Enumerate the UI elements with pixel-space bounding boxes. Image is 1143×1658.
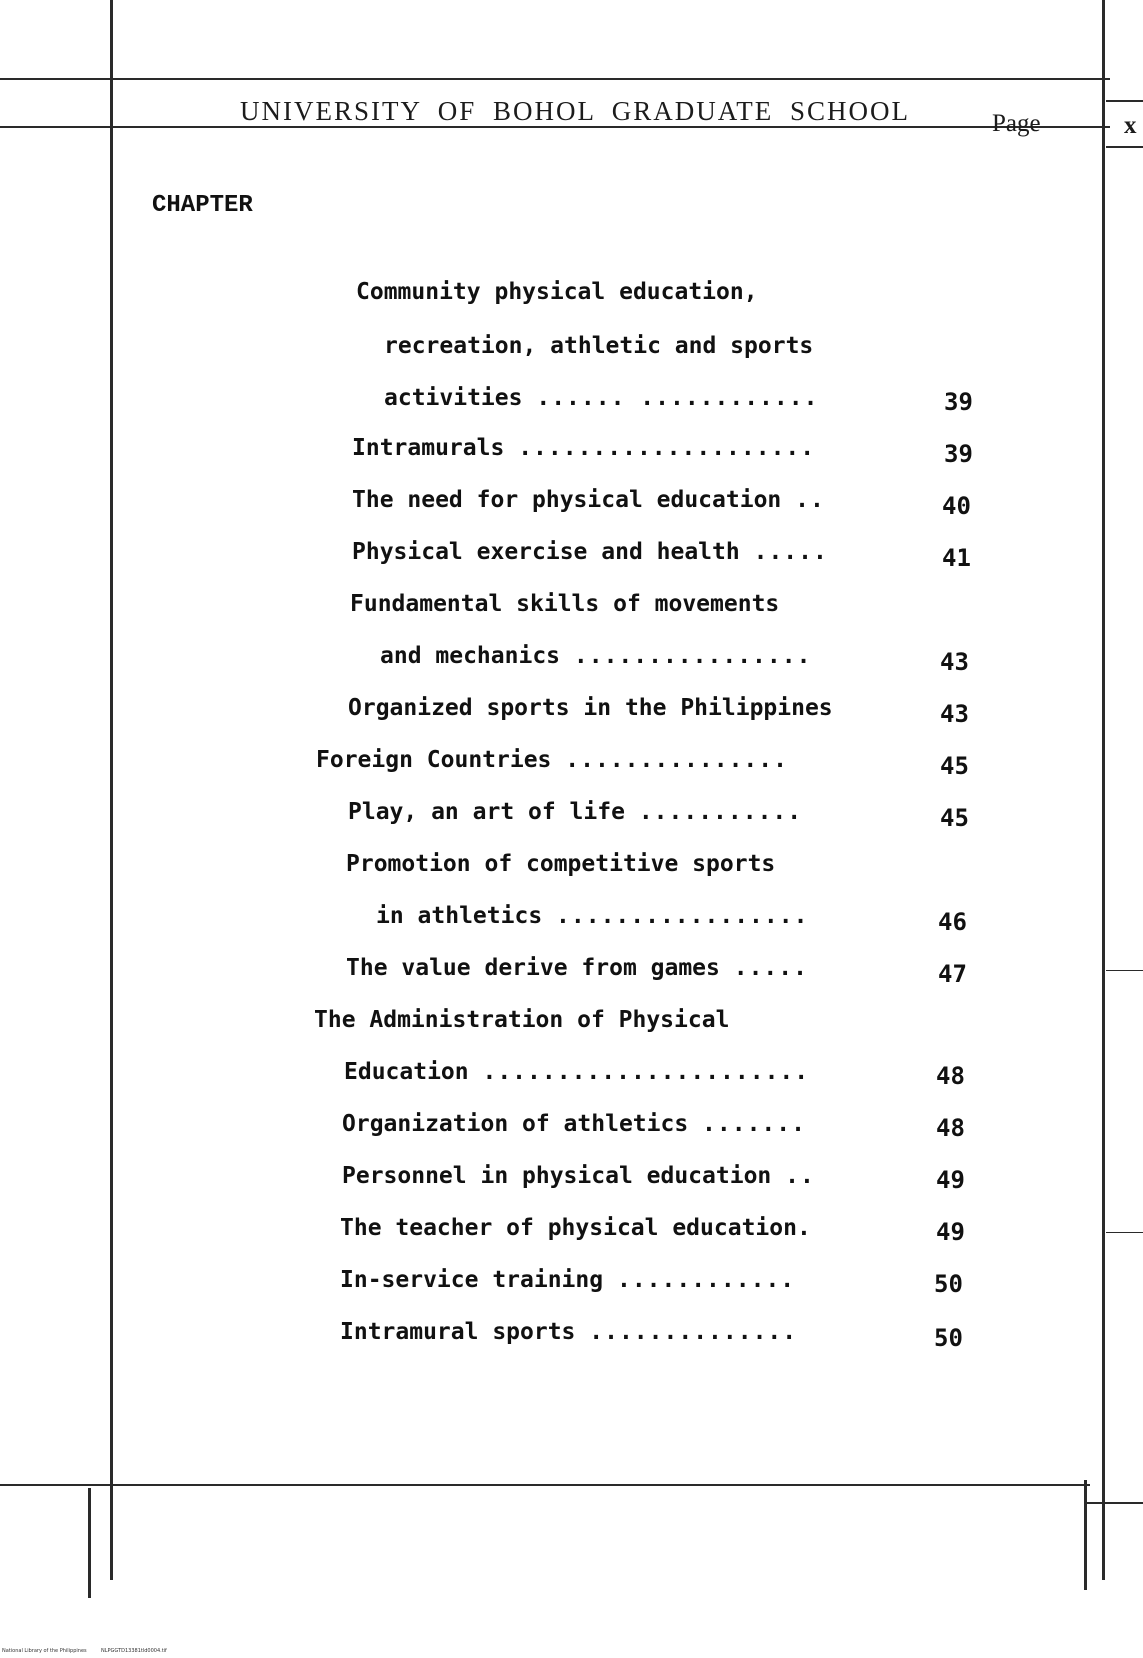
- toc-page-number: 45: [940, 752, 969, 780]
- toc-entry-text: Intramurals: [352, 435, 505, 461]
- toc-entry: [314, 1004, 729, 1036]
- toc-leader-dots: ......................: [482, 1059, 810, 1085]
- toc-entry: [342, 1108, 806, 1140]
- toc-page-number: 50: [934, 1270, 963, 1298]
- toc-entry-text: activities: [384, 385, 523, 411]
- toc-leader-dots: ..: [795, 487, 825, 513]
- toc-entry-text: Physical exercise and health: [352, 539, 740, 565]
- toc-page-number: 48: [936, 1114, 965, 1142]
- toc-entry: [352, 484, 825, 516]
- footer-library: National Library of the Philippines: [2, 1648, 87, 1654]
- right-margin-mark-2: [1106, 1232, 1143, 1233]
- toc-page-number: 40: [942, 492, 971, 520]
- toc-entry: [340, 1264, 795, 1296]
- toc-entry-text: Promotion of competitive sports: [346, 851, 776, 877]
- institution-header: UNIVERSITY OF BOHOL GRADUATE SCHOOL: [240, 96, 911, 126]
- toc-leader-dots: .....: [753, 539, 828, 565]
- toc-page-number: 45: [940, 804, 969, 832]
- toc-page-number: 50: [934, 1324, 963, 1352]
- top-header-rule: [0, 78, 1110, 80]
- toc-entry: [356, 276, 758, 308]
- bottom-frame-rule: [0, 1484, 1090, 1486]
- toc-entry: [346, 952, 808, 984]
- lower-right-border-rule: [1084, 1480, 1087, 1590]
- toc-page-number: 39: [944, 388, 973, 416]
- toc-entry: [340, 1212, 811, 1244]
- toc-leader-dots: ................: [573, 643, 812, 669]
- toc-entry-text: The teacher of physical education.: [340, 1215, 811, 1241]
- toc-page-number: 49: [936, 1218, 965, 1246]
- toc-entry-text: Fundamental skills of movements: [350, 591, 780, 617]
- toc-entry: [380, 640, 811, 672]
- toc-page-number: 49: [936, 1166, 965, 1194]
- toc-page-number: 48: [936, 1062, 965, 1090]
- toc-entry: [384, 382, 818, 414]
- toc-leader-dots: ............: [616, 1267, 796, 1293]
- toc-entry-text: The value derive from games: [346, 955, 720, 981]
- scan-footer: [2, 1648, 167, 1654]
- toc-entry: [340, 1316, 797, 1348]
- toc-entry-text: recreation, athletic and sports: [384, 333, 814, 359]
- toc-entry-text: in athletics: [376, 903, 543, 929]
- toc-entry-text: Education: [344, 1059, 469, 1085]
- toc-entry-text: Foreign Countries: [316, 747, 552, 773]
- toc-entry-text: Play, an art of life: [348, 799, 625, 825]
- toc-entry-text: Personnel in physical education: [342, 1163, 772, 1189]
- under-header-rule-right: [1106, 146, 1143, 148]
- toc-entry: [348, 796, 802, 828]
- toc-entry-text: Intramural sports: [340, 1319, 576, 1345]
- toc-entry-text: Organized sports in the Philippines: [348, 695, 833, 721]
- toc-entry-text: and mechanics: [380, 643, 561, 669]
- toc-entry-text: Community physical education,: [356, 279, 758, 305]
- top-header-rule-right: [1106, 100, 1143, 102]
- toc-page-number: 43: [940, 700, 969, 728]
- toc-entry: [346, 848, 775, 880]
- toc-entry-text: The need for physical education: [352, 487, 782, 513]
- toc-entry: [384, 330, 813, 362]
- toc-page-number: 46: [938, 908, 967, 936]
- toc-entry: [342, 1160, 815, 1192]
- page-column-label: Page: [992, 110, 1041, 137]
- toc-entry-text: The Administration of Physical: [314, 1007, 730, 1033]
- toc-leader-dots: ...... ............: [536, 385, 819, 411]
- toc-leader-dots: ....................: [518, 435, 816, 461]
- toc-entry: [350, 588, 779, 620]
- toc-leader-dots: .................: [556, 903, 809, 929]
- toc-leader-dots: ...........: [638, 799, 803, 825]
- toc-leader-dots: ..............: [589, 1319, 798, 1345]
- bottom-frame-rule-right: [1086, 1502, 1143, 1504]
- toc-entry: [344, 1056, 809, 1088]
- toc-leader-dots: ..: [785, 1163, 815, 1189]
- toc-entry: [316, 744, 788, 776]
- toc-leader-dots: ...............: [565, 747, 788, 773]
- right-margin-mark-1: [1106, 970, 1143, 971]
- toc-entry: [348, 692, 833, 724]
- toc-entry: [352, 432, 815, 464]
- toc-page-number: 43: [940, 648, 969, 676]
- toc-entry: [376, 900, 808, 932]
- chapter-label: CHAPTER: [152, 192, 253, 219]
- right-border-rule: [1102, 0, 1105, 1580]
- toc-leader-dots: .....: [733, 955, 808, 981]
- toc-entry: [352, 536, 828, 568]
- toc-page-number: 39: [944, 440, 973, 468]
- footer-file-id: NLPGGTD13381tld0004.tif: [100, 1648, 167, 1654]
- toc-page-number: 47: [938, 960, 967, 988]
- toc-leader-dots: .......: [702, 1111, 806, 1137]
- toc-entry-text: Organization of athletics: [342, 1111, 689, 1137]
- toc-entry-text: In-service training: [340, 1267, 604, 1293]
- page-edge-mark: x: [1124, 112, 1137, 139]
- left-border-rule: [110, 0, 113, 1580]
- lower-left-border-rule: [88, 1488, 91, 1598]
- toc-page-number: 41: [942, 544, 971, 572]
